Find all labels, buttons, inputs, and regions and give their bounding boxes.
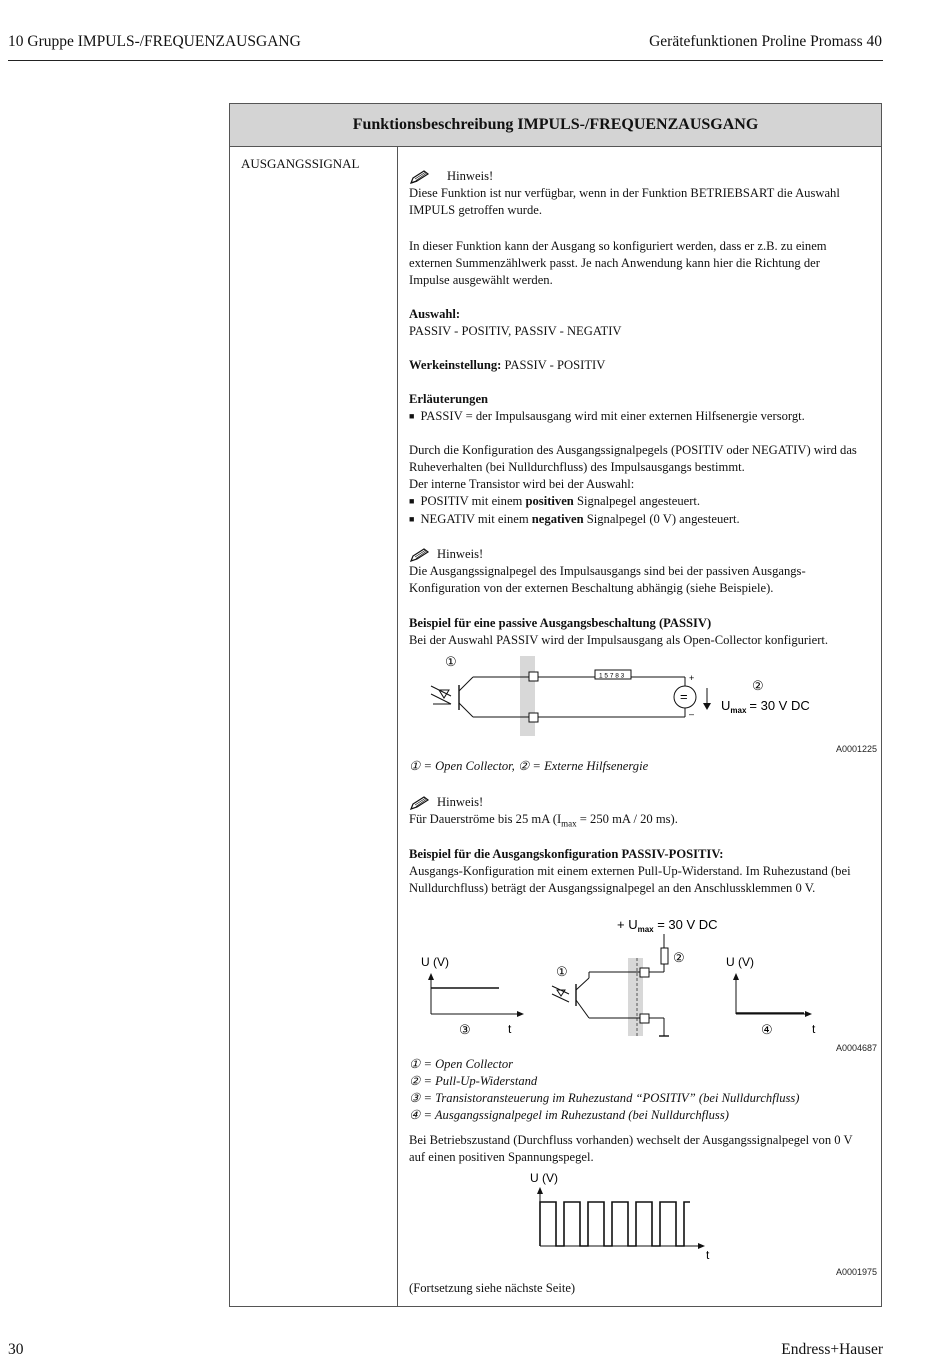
beispiel-2 [409, 846, 877, 897]
text-line: Die Ausgangssignalpegel des Impulsausgangs sind bei der passiven Ausgangs- [409, 564, 806, 578]
running-header-right: Gerätefunktionen Proline Promass 40 [649, 33, 882, 50]
betrieb-paragraph [409, 1132, 877, 1166]
page-number: 30 [8, 1341, 24, 1358]
beispiel-1 [409, 615, 877, 649]
note-text-line: Diese Funktion ist nur verfügbar, wenn in der Funktion BETRIEBSART die Auswahl [409, 186, 840, 200]
note-label: Hinweis! [447, 169, 494, 183]
bullet-item: ■ PASSIV = der Impulsausgang wird mit einer externen Hilfsenergie versorgt. [409, 408, 877, 426]
callout-3: ③ [459, 1022, 471, 1037]
text-line: In dieser Funktion kann der Ausgang so konfiguriert werden, dass er z.B. zu einem [409, 239, 827, 253]
passive-circuit-figure [409, 650, 879, 745]
pulse-train-figure [520, 1168, 720, 1264]
note-text-line: IMPULS getroffen wurde. [409, 203, 543, 217]
callout-1: ① [556, 964, 568, 979]
text-line: Ruheverhalten (bei Nulldurchfluss) des Impulsausgangs bestimmt. [409, 460, 745, 474]
umax-label: $U_{max} = 30$ V DC [721, 698, 810, 715]
y-axis-label: U (V) [726, 955, 754, 969]
caption-line: ③ = Transistoransteuerung im Ruhezustand “POSITIV” (bei Nulldurchfluss) [409, 1091, 800, 1105]
caption-line: ① = Open Collector [409, 1057, 514, 1071]
text-line: Der interne Transistor wird bei der Auswahl: [409, 477, 635, 491]
housing-boundary [520, 656, 535, 736]
text-line: externen Summenzählwerk passt. Je nach Anwendung kann hier die Richtung der [409, 256, 820, 270]
text-line: Bei Betriebszustand (Durchfluss vorhanden) wechselt der Ausgangssignalpegel von 0 V [409, 1133, 853, 1147]
bullet-item: ■ POSITIV mit einem positiven Signalpegel angesteuert. [409, 493, 877, 511]
beispiel-2-title: Beispiel für die Ausgangskonfiguration PASSIV-POSITIV: [409, 847, 724, 861]
konfig-paragraph [409, 442, 877, 529]
header-rule [8, 60, 883, 61]
erl-label: Erläuterungen [409, 392, 489, 406]
text-line: Ausgangs-Konfiguration mit einem externen Pull-Up-Widerstand. Im Ruhezustand (bei [409, 864, 851, 878]
pencil-note-icon [409, 795, 431, 811]
x-axis-label: t [812, 1022, 816, 1036]
caption-line: ② = Pull-Up-Widerstand [409, 1074, 538, 1088]
callout-2: ② [673, 950, 685, 965]
figure-code: A0001225 [836, 744, 878, 754]
callout-4: ④ [761, 1022, 773, 1037]
bullet-item: ■ NEGATIV mit einem negativen Signalpegel (0 V) angesteuert. [409, 511, 877, 529]
figure-code: A0001975 [836, 1267, 878, 1277]
table-title: Funktionsbeschreibung IMPULS-/FREQUENZAUSGANG [230, 104, 881, 147]
callout-1: ① [445, 654, 457, 669]
text-line: Durch die Konfiguration des Ausgangssignalpegels (POSITIV oder NEGATIV) wird das [409, 443, 857, 457]
terminal-top [529, 672, 538, 681]
supply-label: + $U_{max} = 30$ V DC [617, 917, 718, 934]
note-1 [409, 168, 877, 219]
werkeinstellung [409, 357, 877, 374]
terminal-bottom [529, 713, 538, 722]
pencil-note-icon [409, 547, 431, 563]
callout-2: ② [752, 678, 764, 693]
beispiel-1-title: Beispiel für eine passive Ausgangsbeschaltung (PASSIV) [409, 616, 712, 630]
erlaeuterungen [409, 391, 877, 426]
svg-text:=: = [680, 689, 688, 704]
counter-digits: 1 5 7 8 3 [599, 672, 625, 680]
text-line: Impulse ausgewählt werden. [409, 273, 553, 287]
werk-value: PASSIV - POSITIV [504, 358, 606, 372]
intro-paragraph [409, 238, 877, 289]
note-label: Hinweis! [437, 795, 484, 809]
x-axis-label: t [508, 1022, 512, 1036]
passiv-positiv-figure [409, 910, 879, 1042]
note-3 [409, 794, 877, 833]
function-name: AUSGANGSSIGNAL [241, 156, 360, 171]
text-line: auf einen positiven Spannungspegel. [409, 1150, 594, 1164]
werk-label: Werkeinstellung: [409, 358, 502, 372]
minus-sign: – [689, 709, 695, 719]
note-label: Hinweis! [437, 547, 484, 561]
pull-up-resistor [661, 948, 668, 964]
figure-code: A0004687 [836, 1043, 878, 1053]
note-3-text: Für Dauerströme bis 25 mA ($I_{max} = 250$ mA / 20 ms). [409, 812, 678, 829]
auswahl-value: PASSIV - POSITIV, PASSIV - NEGATIV [409, 324, 622, 338]
pulse-signal [540, 1202, 690, 1246]
column-divider [397, 146, 398, 1306]
figure-1-caption: ① = Open Collector, ② = Externe Hilfsenergie [409, 759, 649, 773]
continued-note: (Fortsetzung siehe nächste Seite) [409, 1281, 576, 1295]
y-axis-label: U (V) [530, 1171, 558, 1185]
text-line: Nulldurchfluss) beträgt der Ausgangssignalpegel an den Anschlussklemmen 0 V. [409, 881, 816, 895]
text-line: Konfiguration von der externen Beschaltung abhängig (siehe Beispiele). [409, 581, 774, 595]
auswahl-block [409, 306, 877, 340]
note-2 [409, 546, 877, 597]
brand-name: Endress+Hauser [781, 1341, 883, 1358]
running-header-left: 10 Gruppe IMPULS-/FREQUENZAUSGANG [8, 33, 301, 50]
x-axis-label: t [706, 1248, 710, 1262]
plus-sign: + [689, 673, 695, 683]
beispiel-1-text: Bei der Auswahl PASSIV wird der Impulsausgang als Open-Collector konfiguriert. [409, 633, 829, 647]
pencil-note-icon [409, 169, 431, 185]
voltage-arrow [703, 703, 711, 710]
caption-line: ④ = Ausgangssignalpegel im Ruhezustand (bei Nulldurchfluss) [409, 1108, 729, 1122]
figure-2-captions [409, 1056, 877, 1124]
y-axis-label: U (V) [421, 955, 449, 969]
auswahl-label: Auswahl: [409, 307, 461, 321]
